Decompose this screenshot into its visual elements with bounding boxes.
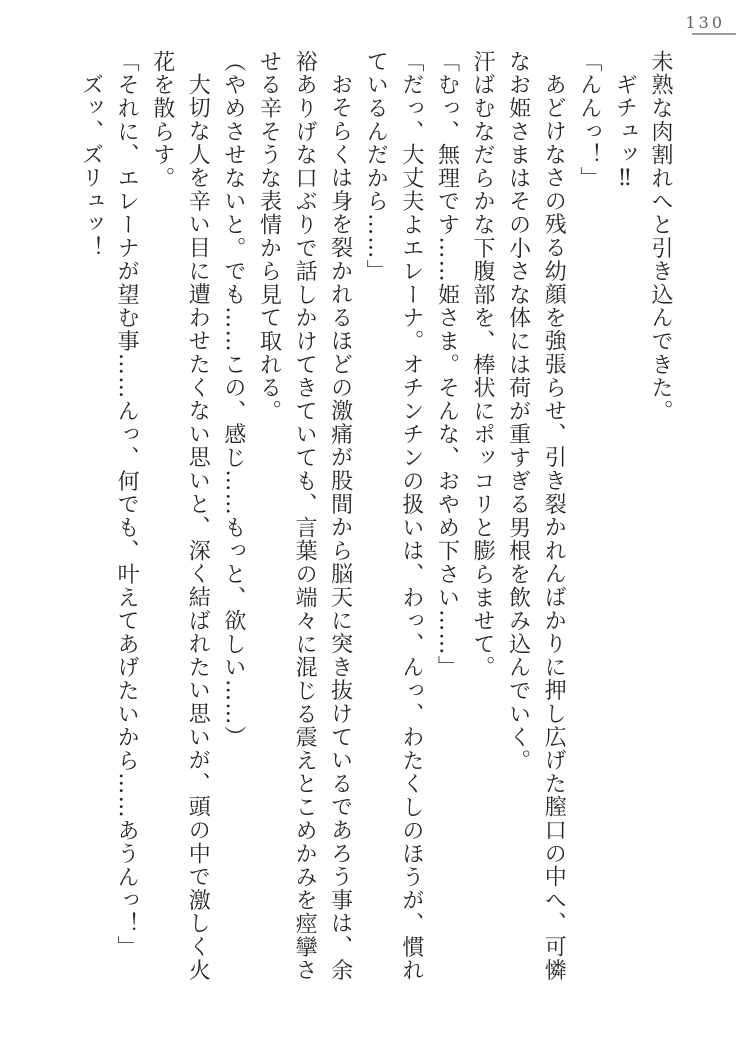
dialogue-line-4: 「それに、エレーナが望む事……んっ、何でも、叶えてあげたいから……あうんっ！」 bbox=[114, 50, 140, 959]
paragraph-narration-3: 汗ばむなだらかな下腹部を、棒状にポッコリと膨らませて。 bbox=[470, 50, 496, 680]
dialogue-line-1: 「んんっ！」 bbox=[576, 50, 602, 190]
page-number-underline bbox=[692, 33, 736, 35]
page-number: 130 bbox=[685, 13, 725, 32]
sfx-line-2: ズッ、ズリュッ！ bbox=[78, 73, 104, 260]
sfx-line-1: ギチュッ‼ bbox=[612, 73, 638, 193]
paragraph-narration-1: 未熟な肉割れへと引き込んできた。 bbox=[648, 50, 673, 423]
paragraph-narration-4: おそらくは身を裂かれるほどの激痛が股間から脳天に突き抜けているであろう事は、余裕ありげな口ぶりで話しかけてきていても、言葉の端々に混じる震えとこめかみを痙攣させる辛そうな表情から見て取れる。 bbox=[256, 50, 353, 982]
dialogue-line-3: 「だっ、大丈夫よエレーナ。オチンチンの扱いは、わっ、んっ、わたくしのほうが、慣れているんだから……」 bbox=[363, 50, 424, 982]
paragraph-narration-2: あどけなさの残る幼顔を強張らせ、引き裂かれんばかりに押し広げた膣口の中へ、可憐なお姫さまはその小さな体には荷が重すぎる男根を飲み込んでいく。 bbox=[505, 50, 567, 982]
paragraph-narration-5: 大切な人を辛い目に遭わせたくない思いと、深く結ばれたい思いが、頭の中で激しく火花を散らす。 bbox=[149, 50, 211, 982]
monologue-line-1: （やめさせないと。でも……この、感じ……もっと、欲しい……） bbox=[220, 50, 246, 749]
dialogue-line-2: 「むっ、無理です……姫さま。そんな、おやめ下さい……」 bbox=[434, 50, 460, 680]
body-text bbox=[73, 50, 678, 984]
